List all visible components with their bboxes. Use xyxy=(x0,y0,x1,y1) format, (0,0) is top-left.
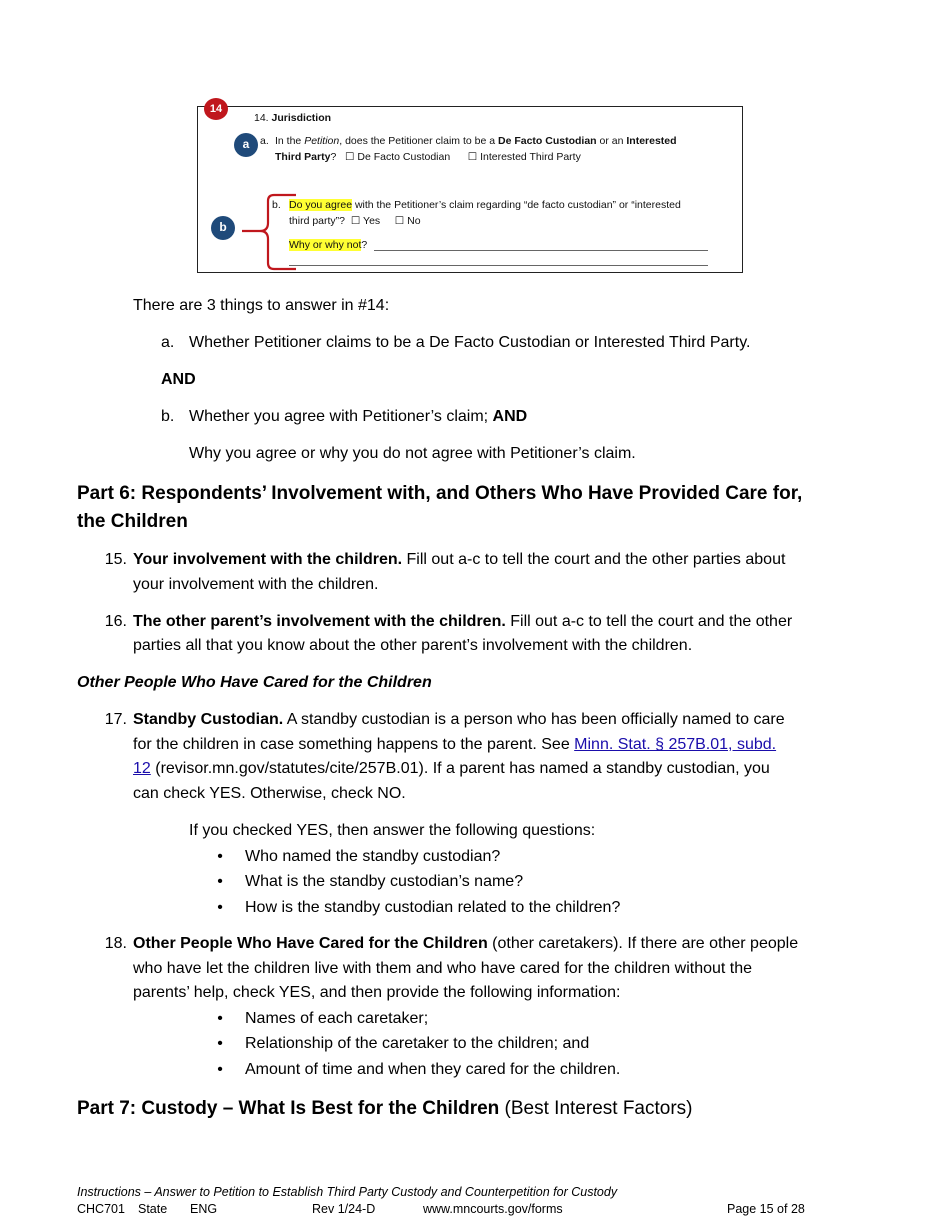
marker-a-circle: a xyxy=(234,133,258,157)
why-answer-line-2 xyxy=(289,265,708,266)
item15-number: 15. xyxy=(104,551,127,568)
list-item: Relationship of the caretaker to the children; and xyxy=(245,1035,590,1052)
item14-a-text: Whether Petitioner claims to be a De Facto Custodian or Interested Third Party. xyxy=(189,334,751,351)
figure-a-line2: Third Party? ☐ De Facto Custodian ☐ Interested Third Party xyxy=(275,151,581,163)
list-item: How is the standby custodian related to the children? xyxy=(245,899,621,916)
step-14-badge: 14 xyxy=(204,98,228,120)
footer-form-code: CHC701 xyxy=(77,1202,125,1216)
if-yes-text: If you checked YES, then answer the following questions: xyxy=(189,822,596,839)
checkbox-icon[interactable]: ☐ xyxy=(345,151,355,163)
item17-line3: 12 (revisor.mn.gov/statutes/cite/257B.01). If a parent has named a standby custodian, you xyxy=(133,760,770,777)
footer-language: ENG xyxy=(190,1202,218,1216)
item14-b-label: b. xyxy=(161,408,175,425)
checkbox-icon[interactable]: ☐ xyxy=(350,215,361,227)
list-item: Who named the standby custodian? xyxy=(245,848,501,865)
item15-line2: your involvement with the children. xyxy=(133,576,379,593)
item18-line1: Other People Who Have Cared for the Children (other caretakers). If there are other people xyxy=(133,935,799,952)
item17-line1: Standby Custodian. A standby custodian is a person who has been officially named to care xyxy=(133,711,785,728)
footer-revision: Rev 1/24-D xyxy=(312,1202,376,1216)
list-item: What is the standby custodian’s name? xyxy=(245,873,524,890)
figure-a-letter: a. xyxy=(260,135,269,147)
intro-text: There are 3 things to answer in #14: xyxy=(133,297,390,314)
item17-line4: can check YES. Otherwise, check NO. xyxy=(133,785,406,802)
list-item: Names of each caretaker; xyxy=(245,1010,429,1027)
bullet-icon: • xyxy=(217,873,223,890)
item17-number: 17. xyxy=(104,711,127,728)
bullet-icon: • xyxy=(217,1061,223,1078)
item16-line1: The other parent’s involvement with the children. Fill out a-c to tell the court and the other xyxy=(133,613,793,630)
others-subheading: Other People Who Have Cared for the Children xyxy=(77,674,432,691)
footer-title: Instructions – Answer to Petition to Establish Third Party Custody and Counterpetition for Custody xyxy=(77,1185,618,1199)
item17-line2: for the children in case something happens to the parent. See Minn. Stat. § 257B.01, subd. xyxy=(133,736,777,753)
statute-link-cont[interactable]: 12 xyxy=(133,760,151,777)
figure-heading: 14. Jurisdiction xyxy=(254,112,332,124)
bullet-icon: • xyxy=(217,899,223,916)
item18-line2: who have let the children live with them and who have cared for the children without the xyxy=(133,960,753,977)
why-answer-line xyxy=(374,250,708,251)
item14-a-label: a. xyxy=(161,334,175,351)
footer-website: www.mncourts.gov/forms xyxy=(423,1202,563,1216)
footer-page-number: Page 15 of 28 xyxy=(727,1202,805,1216)
bullet-icon: • xyxy=(217,1010,223,1027)
item15-line1: Your involvement with the children. Fill out a-c to tell the court and the other parties about xyxy=(133,551,786,568)
footer-state: State xyxy=(138,1202,168,1216)
bullet-icon: • xyxy=(217,848,223,865)
part6-heading-line2: the Children xyxy=(77,511,188,532)
statute-link[interactable]: Minn. Stat. § 257B.01, subd. xyxy=(574,736,777,753)
part6-heading: Part 6: Respondents’ Involvement with, and Others Who Have Provided Care for, xyxy=(77,483,803,504)
figure-b-why: Why or why not? xyxy=(289,239,368,251)
item18-line3: parents’ help, check YES, and then provide the following information: xyxy=(133,984,621,1001)
item14-why-text: Why you agree or why you do not agree with Petitioner’s claim. xyxy=(189,445,636,462)
bullet-icon: • xyxy=(217,1035,223,1052)
figure-b-line2: third party”? ☐ Yes ☐ No xyxy=(289,215,421,227)
marker-b-circle: b xyxy=(211,216,235,240)
item16-number: 16. xyxy=(104,613,127,630)
list-item: Amount of time and when they cared for the children. xyxy=(245,1061,621,1078)
checkbox-icon[interactable]: ☐ xyxy=(394,215,405,227)
part7-heading: Part 7: Custody – What Is Best for the Children (Best Interest Factors) xyxy=(77,1098,693,1119)
item18-number: 18. xyxy=(104,935,127,952)
and-label: AND xyxy=(161,371,196,388)
figure-b-line1: Do you agree with the Petitioner’s claim regarding “de facto custodian” or “interested xyxy=(289,199,681,211)
checkbox-icon[interactable]: ☐ xyxy=(467,151,478,163)
item14-b-text: Whether you agree with Petitioner’s claim; AND xyxy=(189,408,528,425)
bracket-icon xyxy=(238,193,298,273)
figure-a-line1: In the Petition, does the Petitioner claim to be a De Facto Custodian or an Interested xyxy=(275,135,677,147)
item16-line2: parties all that you know about the other parent’s involvement with the children. xyxy=(133,637,693,654)
figure-b-letter: b. xyxy=(272,199,281,211)
